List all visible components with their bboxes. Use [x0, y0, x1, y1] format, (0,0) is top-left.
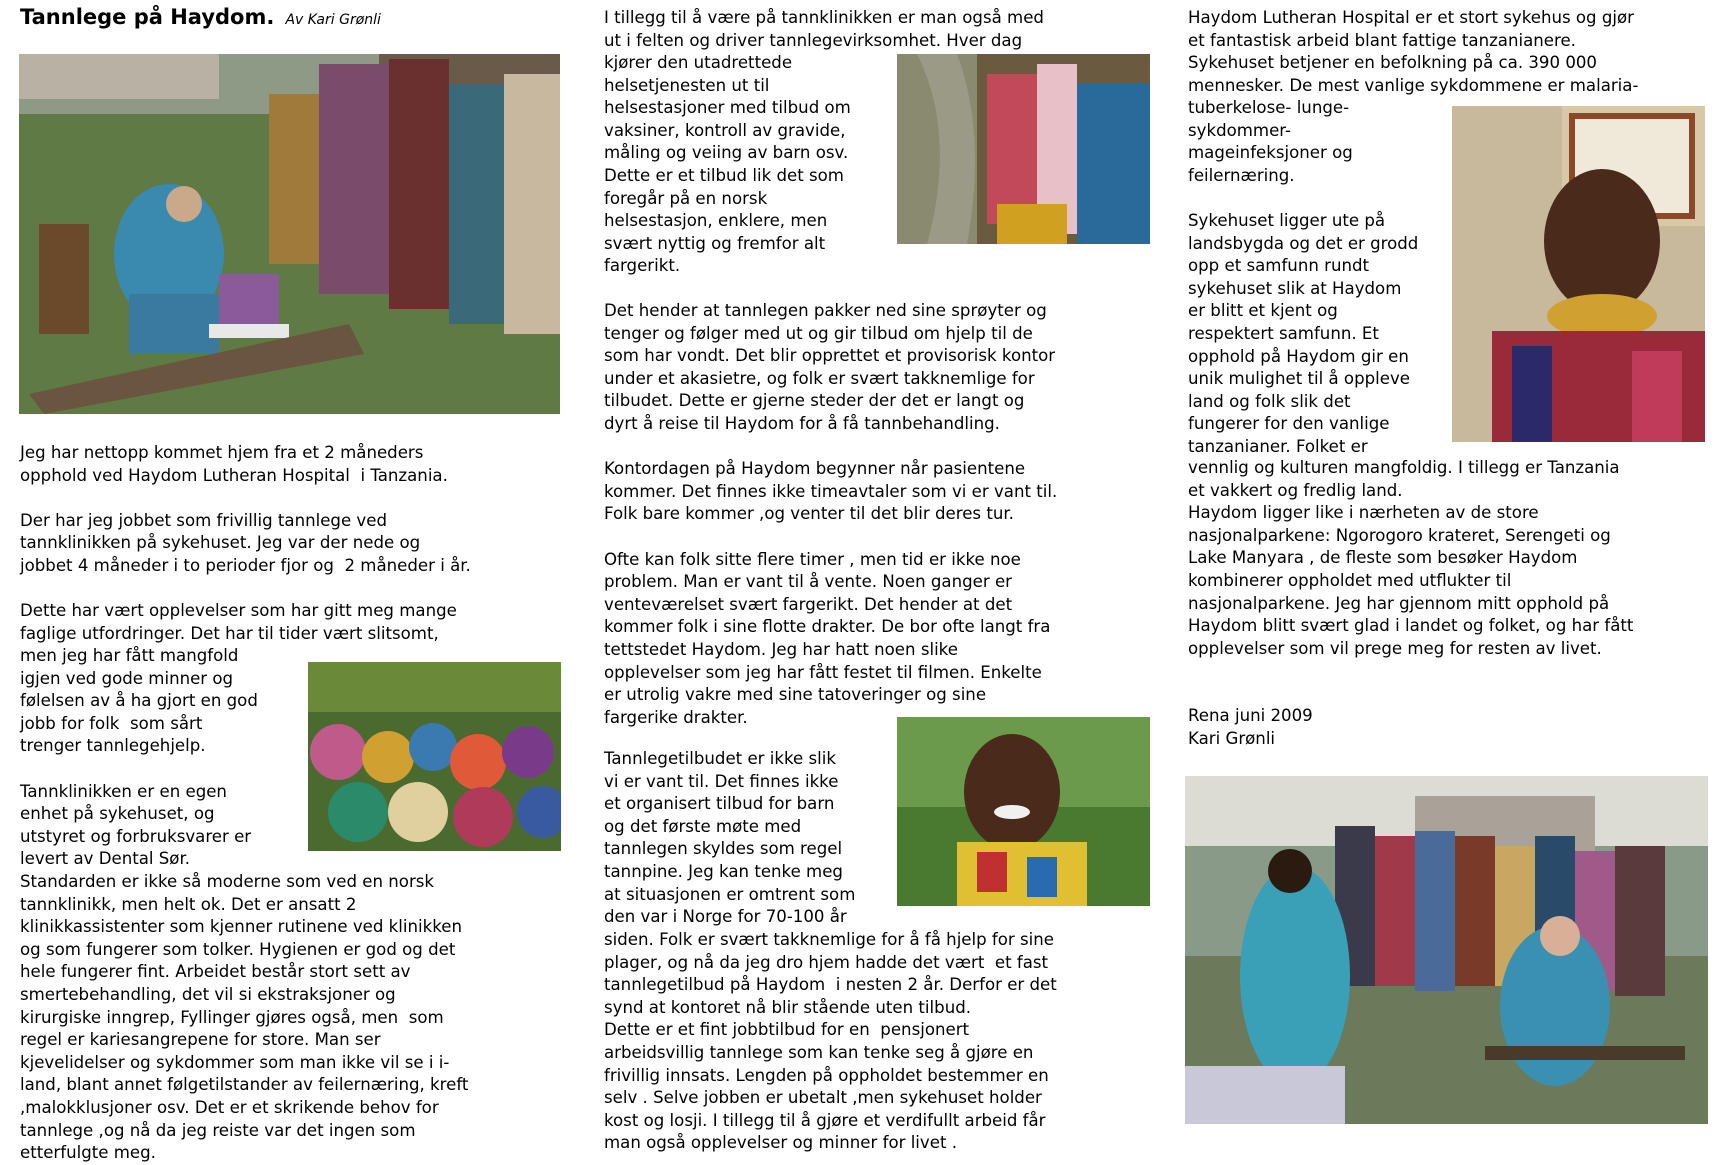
photo-dentist-outdoors — [19, 54, 560, 414]
signature-place-date: Rena juni 2009 — [1188, 706, 1313, 725]
col1-intro: Jeg har nettopp kommet hjem fra et 2 måneders opphold ved Haydom Lutheran Hospital i Tanzania. Der har jeg jobbet som frivillig tannlege ved tannklinikken på sykehuset. Jeg var der nede og jobbet 4 måneder i to perioder fjor og 2 måneder i år. Dette har vært opplevelser som har gitt meg mange faglige utfordringer. Det har til tider vært slitsomt, — [20, 443, 471, 643]
col1-rest: Standarden er ikke så moderne som ved en norsk tannklinikk, men helt ok. Det er ansatt 2 klinikkassistenter som kjenner rutinene ved klinikken og som fungerer som tolker. Hygienen er god og det hele fungerer fint. Arbeidet består stort sett av smertebehandling, det vil si ekstraksjoner og kirurgiske inngrep, Fyllinger gjøres også, men som regel er kariesangrepene for store. Man ser kjevelidelser og sykdommer som man ikke vil se i i- land, blant annet følgetilstander av feilernæring, kreft ,malokklusjoner osv. Det er et skrikende behov for tannlege ,og nå da jeg reiste var det ingen som etterfulgte meg. — [20, 872, 469, 1163]
photo-man-with-tooth — [897, 717, 1150, 906]
col2-bottom: siden. Folk er svært takknemlige for å få hjelp for sine plager, og nå da jeg dro hjem hadde det vært et fast tannlegetilbud på Haydom i nesten 2 år. Derfor er det synd at kontoret nå blir stående uten tilbud. Dette er et fint jobbtilbud for en pensjonert arbeidsvillig tannlege som kan tenke seg å gjøre en frivillig innsats. Lengden på oppholdet bestemmer en selv . Selve jobben er ubetalt ,men sykehuset holder kost og losji. I tillegg til å gjøre et verdifullt arbeid får man også opplevelser og minner for livet . — [604, 930, 1057, 1153]
article-title: Tannlege på Haydom. — [20, 5, 275, 29]
col2-wrap-text-2: Tannlegetilbudet er ikke slik vi er vant til. Det finnes ikke et organisert tilbud for barn og det første møte med tannlegen skyldes som regel tannpine. Jeg kan tenke meg at situasjonen er omtrent som den var i Norge for 70-100 år — [604, 749, 856, 927]
col3-rest: vennlig og kulturen mangfoldig. I tillegg er Tanzania et vakkert og fredlig land. Haydom ligger like i nærheten av de store nasjonalparkene: Ngorogoro krateret, Serengeti og Lake Manyara , de fleste som besøker Haydom kombinerer oppholdet med utflukter til nasjonalparkene. Jeg har gjennom mitt opphold på Haydom blitt svært glad i landet og folket, og har fått opplevelser som vil prege meg for resten av livet. — [1188, 458, 1634, 658]
col3-top: Haydom Lutheran Hospital er et stort sykehus og gjør et fantastisk arbeid blant fattige tanzanianere. Sykehuset betjener en befolkning på ca. 390 000 mennesker. De mest vanlige sykdommene er malaria- — [1188, 8, 1639, 95]
col3-wrap-text: tuberkelose- lunge- sykdommer- mageinfeksjoner og feilernæring. Sykehuset ligger ute på landsbygda og det er grodd opp et samfunn rundt sykehuset slik at Haydom er blitt et kjent og respektert samfunn. Et opphold på Haydom gir en unik mulighet til å oppleve land og folk slik det fungerer for den vanlige tanzanianer. Folket er — [1188, 98, 1419, 456]
col2-middle: Det hender at tannlegen pakker ned sine sprøyter og tenger og følger med ut og gir tilbud om hjelp til de som har vondt. Det blir opprettet et provisorisk kontor under et akasietre, og folk er svært takknemlige for tilbudet. Dette er gjerne steder der det er langt og dyrt å reise til Haydom for å få tannbehandling. Kontordagen på Haydom begynner når pasientene kommer. Det finnes ikke timeavtaler som vi er vant til. Folk bare kommer ,og venter til det blir deres tur. Ofte kan folk sitte flere timer , men tid er ikke noe problem. Man er vant til å vente. Noen ganger er venteværelset svært fargerikt. Det hender at det kommer folk i sine flotte drakter. De bor ofte langt fra tettstedet Haydom. Jeg har hatt noen slike opplevelser som jeg har fått festet til filmen. Enkelte er utrolig vakre med sine tatoveringer og sine fargerike drakter. — [604, 301, 1058, 727]
article-byline: Av Kari Grønli — [285, 12, 381, 28]
photo-waiting-crowd — [308, 662, 561, 851]
article-header — [20, 5, 381, 29]
col2-top: I tillegg til å være på tannklinikken er man også med ut i felten og driver tannlegevirksomhet. Hver dag — [604, 8, 1044, 50]
photo-woman-with-necklace — [1452, 106, 1705, 442]
signature-name: Kari Grønli — [1188, 729, 1276, 748]
photo-dentist-crowd — [1185, 776, 1708, 1124]
col1-wrap-text: men jeg har fått mangfold igjen ved gode minner og følelsen av å ha gjort en god jobb for folk som sårt trenger tannlegehjelp. Tannklinikken er en egen enhet på sykehuset, og utstyret og forbruksvarer er levert av Dental Sør. — [20, 646, 258, 869]
col2-wrap-text-1: kjører den utadrettede helsetjenesten ut til helsestasjoner med tilbud om vaksiner, kontroll av gravide, måling og veiing av barn osv. Dette er et tilbud lik det som foregår på en norsk helsestasjon, enklere, men svært nyttig og fremfor alt fargerikt. — [604, 53, 851, 276]
photo-health-station — [897, 54, 1150, 244]
